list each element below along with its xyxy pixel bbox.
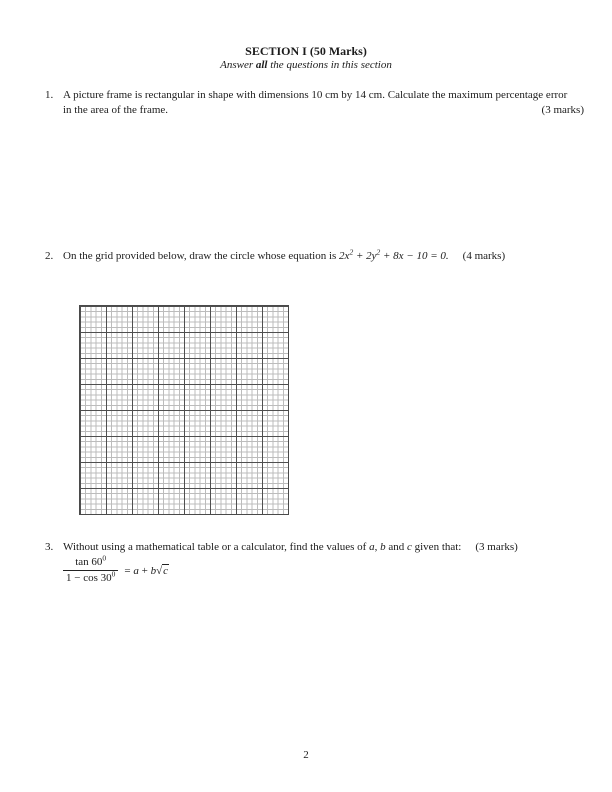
variable-a: a xyxy=(133,564,139,577)
graph-grid xyxy=(79,305,289,515)
denominator-exponent: 0 xyxy=(111,569,116,579)
fraction-numerator xyxy=(63,553,118,571)
question-1-number: 1. xyxy=(45,89,54,101)
section-title: SECTION I (50 Marks) xyxy=(245,44,367,58)
equals-sign: = xyxy=(124,564,134,577)
question-2 xyxy=(45,249,590,264)
question-3 xyxy=(45,540,590,555)
variable-b: b xyxy=(150,564,157,577)
sqrt-symbol: √ xyxy=(156,564,163,577)
equation-exponent: 2 xyxy=(349,247,354,257)
question-2-number: 2. xyxy=(45,250,54,262)
question-2-text-prefix: On the grid provided below, draw the circle whose equation is xyxy=(63,250,340,262)
plus-sign: + xyxy=(138,564,151,577)
instruction-bold-word: all xyxy=(255,59,268,71)
equation-exponent: 2 xyxy=(376,247,381,257)
question-3-text-part: given that: xyxy=(411,541,462,553)
question-1-text: A picture frame is rectangular in shape with dimensions 10 cm by 14 cm. Calculate the maximum percentage error in the area of the frame. xyxy=(63,89,568,116)
question-3-text-part: and xyxy=(385,541,407,553)
question-3-number: 3. xyxy=(45,541,54,553)
denominator-text: 1 − cos 30 xyxy=(66,572,112,584)
question-3-text-part: Without using a mathematical table or a calculator, find the values of xyxy=(63,541,370,553)
equation-part: 2x xyxy=(339,250,350,262)
question-3-equation xyxy=(63,553,169,585)
question-3-text-part: , xyxy=(374,541,381,553)
sqrt-radicand: c xyxy=(163,564,168,577)
equation-part: + 2y xyxy=(353,250,377,262)
variable-c: c xyxy=(406,541,412,553)
variable-a: a xyxy=(369,541,375,553)
instruction-prefix: Answer xyxy=(220,59,256,71)
page-number: 2 xyxy=(303,749,309,761)
fraction-denominator xyxy=(63,571,118,585)
question-1 xyxy=(45,88,590,117)
section-instruction xyxy=(0,58,612,72)
section-header xyxy=(0,44,612,72)
question-3-marks: (3 marks) xyxy=(475,541,518,553)
numerator-text: tan 60 xyxy=(75,556,103,568)
question-1-marks: (3 marks) xyxy=(541,103,584,116)
circle-equation xyxy=(339,247,449,262)
fraction xyxy=(63,553,118,585)
instruction-suffix: the questions in this section xyxy=(267,59,392,71)
equation-rhs xyxy=(124,565,169,577)
variable-b: b xyxy=(380,541,386,553)
question-2-text xyxy=(63,249,590,264)
equation-part: + 8x − 10 = 0. xyxy=(380,250,449,262)
numerator-exponent: 0 xyxy=(102,553,107,563)
question-2-marks: (4 marks) xyxy=(462,250,506,262)
question-3-text xyxy=(63,540,590,555)
